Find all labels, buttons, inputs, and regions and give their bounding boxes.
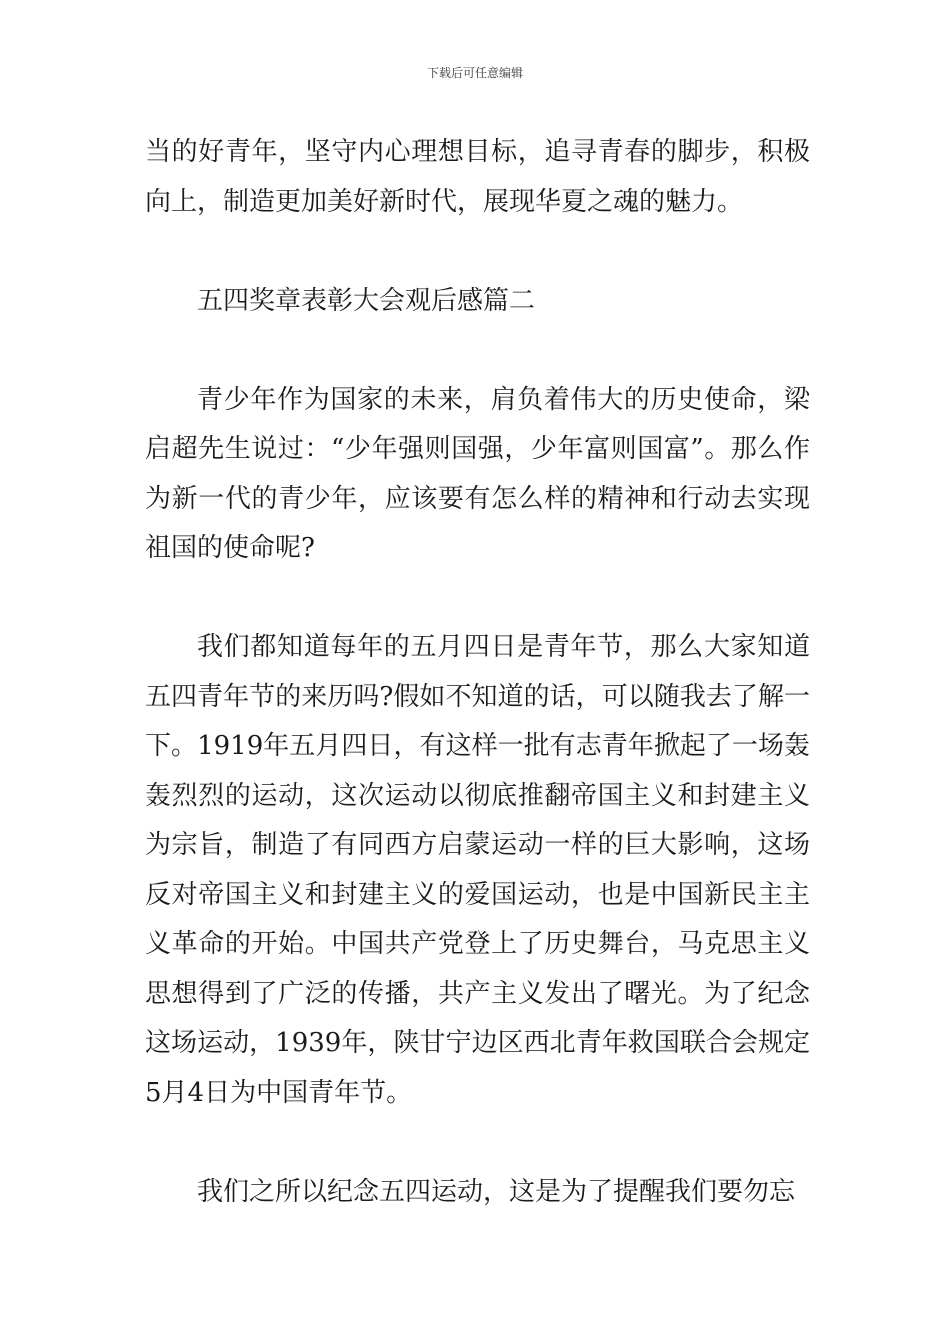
section-title: 五四奖章表彰大会观后感篇二 (197, 285, 536, 316)
page-header: 下载后可任意编辑 (426, 66, 523, 80)
paragraph-may-fourth-history: 我们都知道每年的五月四日是青年节，那么大家知道五四青年节的来历吗?假如不知道的话，可以随我去了解一下。1919年五月四日，有这样一批有志青年掀起了一场轰轰烈烈的运动，这次运动以彻底推翻帝国主义和封建主义为宗旨，制造了有同西方启蒙运动一样的巨大影响，这场反对帝国主义和封建主义的爱国运动，也是中国新民主主义革命的开始。中国共产党登上了历史舞台，马克思主义思想得到了广泛的传播，共产主义发出了曙光。为了纪念这场运动，1939年，陕甘宁边区西北青年救国联合会规定5月4日为中国青年节。 (145, 632, 810, 1108)
document-body (145, 128, 810, 1217)
paragraph-commemoration: 我们之所以纪念五四运动，这是为了提醒我们要勿忘 (197, 1176, 796, 1207)
paragraph-spacer (145, 227, 810, 277)
paragraph-spacer (145, 574, 810, 624)
paragraph-continuation: 当的好青年，坚守内心理想目标，追寻青春的脚步，积极向上，制造更加美好新时代，展现华夏之魂的魅力。 (145, 137, 810, 217)
paragraph-spacer (145, 1118, 810, 1168)
paragraph-youth-mission: 青少年作为国家的未来，肩负着伟大的历史使命，梁启超先生说过：“少年强则国强，少年富则国富”。那么作为新一代的青少年，应该要有怎么样的精神和行动去实现祖国的使命呢? (145, 384, 810, 563)
paragraph-spacer (145, 326, 810, 376)
